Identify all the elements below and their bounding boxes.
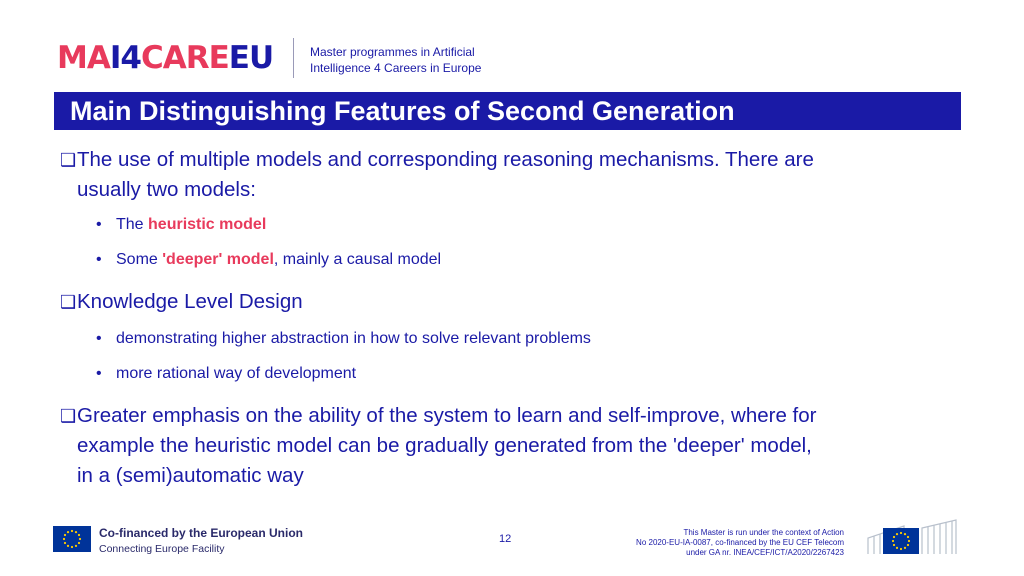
sub-bullet-prefix: The (116, 216, 149, 233)
sub-bullet-text: more rational way of development (116, 365, 357, 382)
dot-bullet-icon: • (96, 365, 102, 382)
sub-bullet-prefix: Some (116, 251, 163, 268)
slide-title: Main Distinguishing Features of Second Generation (70, 96, 735, 126)
sub-bullet-text: demonstrating higher abstraction in how to solve relevant problems (116, 330, 591, 347)
highlight-heuristic-model: heuristic model (148, 216, 267, 233)
sub-bullet-deeper-model (96, 250, 441, 270)
bullet-multiple-models (60, 145, 960, 205)
logo-part-ma: MA (57, 40, 110, 76)
bullet-learn-self-improve (60, 401, 960, 491)
action-line-1: This Master is run under the context of Action (683, 528, 844, 537)
tagline-line-1: Master programmes in Artificial (310, 45, 475, 59)
action-line-3: under GA nr. INEA/CEF/ICT/A2020/2267423 (686, 548, 844, 557)
bullet-text-line: Knowledge Level Design (77, 290, 303, 313)
bullet-text-line: in a (semi)automatic way (77, 464, 304, 487)
tagline (310, 44, 481, 76)
action-line-2: No 2020-EU-IA-0087, co-financed by the EU CEF Telecom (636, 538, 844, 547)
checkbox-bullet-icon: ❑ (60, 150, 77, 170)
sub-bullet-suffix: , mainly a causal model (273, 251, 442, 268)
dot-bullet-icon: • (96, 251, 102, 268)
eu-flag-icon (883, 528, 919, 554)
logo-part-i4: I4 (109, 40, 141, 76)
cofinanced-line-1: Co-financed by the European Union (99, 526, 304, 540)
cofinanced-label (99, 526, 303, 558)
logo-part-eu: E (228, 40, 249, 76)
sub-bullet-higher-abstraction (96, 329, 591, 349)
slide-title-bar (54, 92, 961, 130)
sub-bullet-heuristic-model (96, 215, 266, 235)
mai4careu-logo (57, 40, 273, 76)
bullet-text-line: Greater emphasis on the ability of the system to learn and self-improve, where for (77, 404, 817, 427)
logo-part-care: CARE (140, 40, 229, 76)
action-statement (636, 528, 844, 558)
dot-bullet-icon: • (96, 330, 102, 347)
bullet-text-line: usually two models: (77, 178, 256, 201)
checkbox-bullet-icon: ❑ (60, 292, 77, 312)
bullet-knowledge-level-design (60, 287, 303, 317)
dot-bullet-icon: • (96, 216, 102, 233)
eu-flag-icon (53, 526, 91, 552)
logo-part-u: U (248, 40, 274, 76)
checkbox-bullet-icon: ❑ (60, 406, 77, 426)
sub-bullet-rational-development (96, 364, 356, 384)
bullet-text-line: example the heuristic model can be gradually generated from the 'deeper' model, (77, 434, 812, 457)
cofinanced-line-2: Connecting Europe Facility (99, 543, 225, 555)
logo-divider (293, 38, 294, 78)
page-number: 12 (499, 533, 512, 545)
tagline-line-2: Intelligence 4 Careers in Europe (310, 61, 482, 75)
bullet-text-line: The use of multiple models and corresponding reasoning mechanisms. There are (77, 148, 814, 171)
highlight-deeper-model: 'deeper' model (162, 251, 274, 268)
